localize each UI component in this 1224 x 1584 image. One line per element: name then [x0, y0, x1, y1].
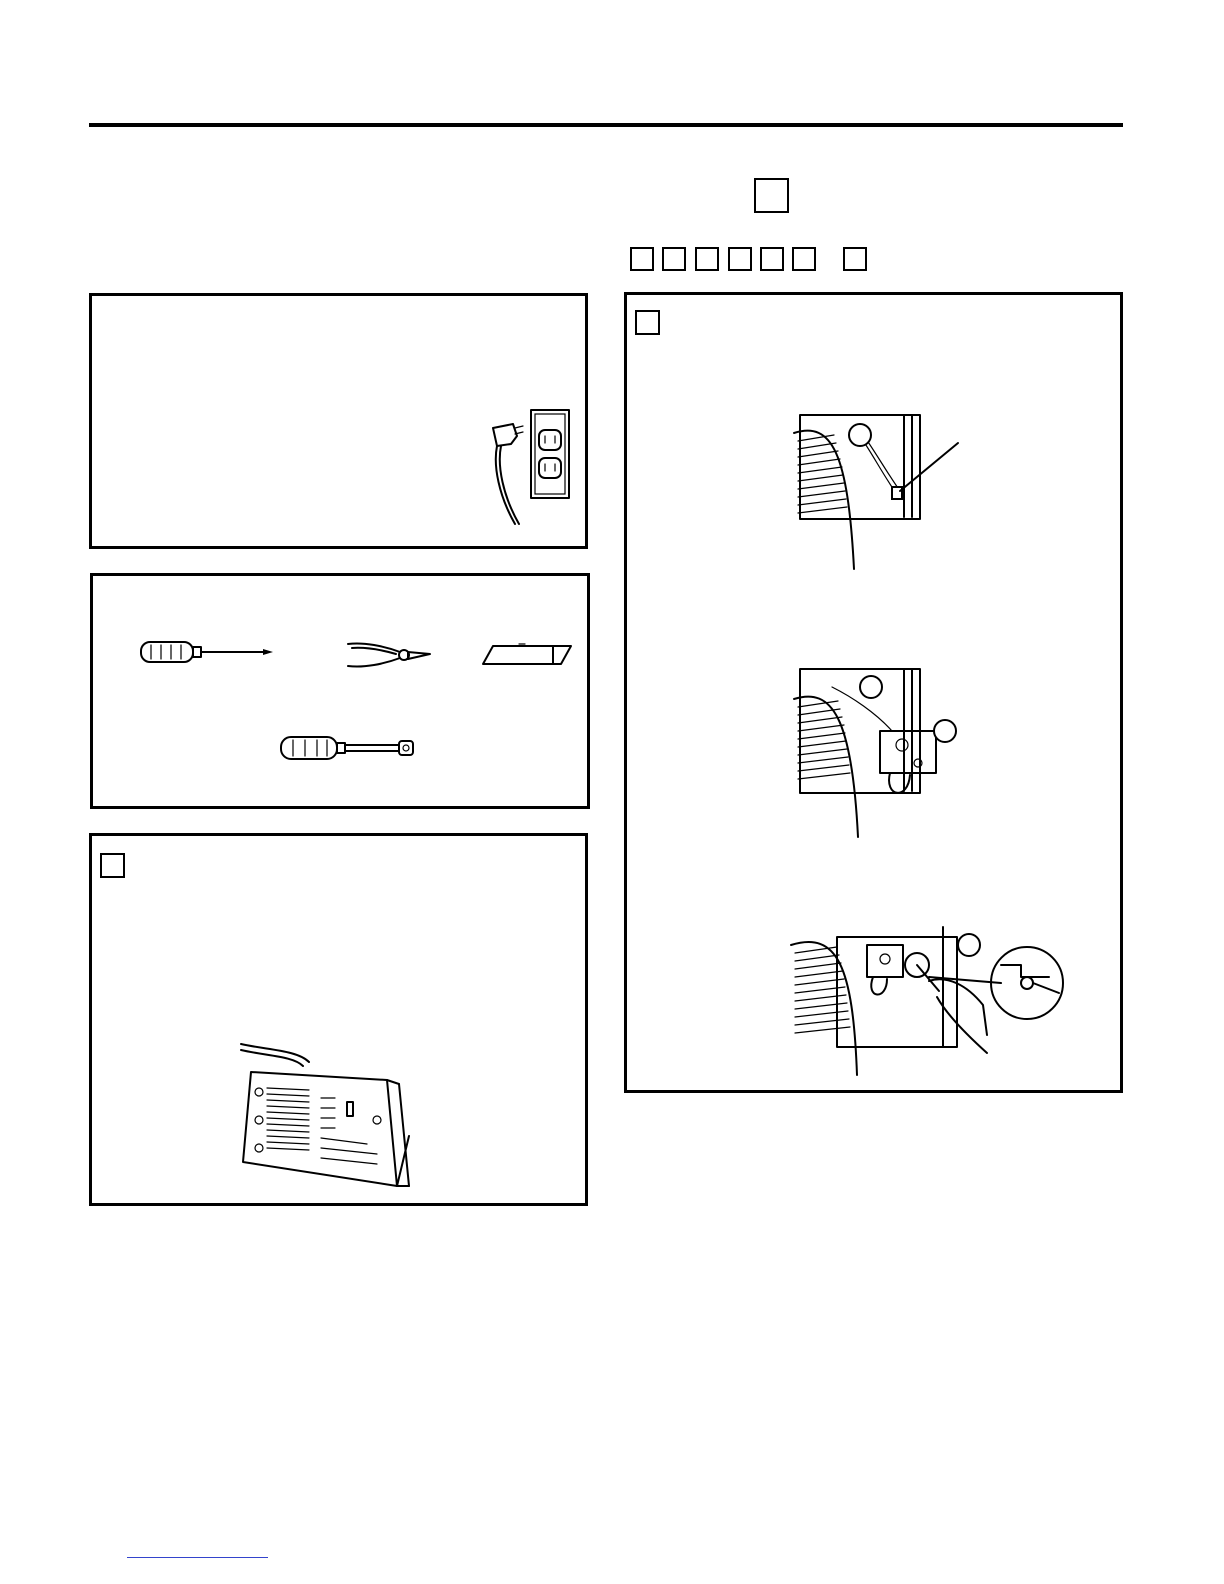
step-box: [792, 247, 816, 271]
phillips-screwdriver-icon: [139, 638, 279, 668]
step-checkbox: [635, 310, 660, 335]
step-box: [760, 247, 784, 271]
step-box: [728, 247, 752, 271]
power-plug-outlet-icon: [487, 406, 587, 531]
tools-panel: [90, 573, 590, 809]
footer-link[interactable]: [127, 1557, 268, 1558]
title-marker-box: [754, 178, 789, 213]
unit-back-panel-icon: [237, 1036, 437, 1196]
thermostat-bracket-icon: [792, 667, 992, 847]
nut-driver-icon: [279, 733, 419, 765]
header-rule: [89, 123, 1123, 127]
pliers-icon: [344, 638, 434, 672]
utility-knife-icon: [479, 640, 579, 670]
step-box: [843, 247, 867, 271]
step-box: [630, 247, 654, 271]
step-box: [695, 247, 719, 271]
ground-screw-removal-icon: [787, 925, 1087, 1105]
front-grille-wires-icon: [792, 413, 992, 573]
step-panel-left: [89, 833, 588, 1206]
step-box: [662, 247, 686, 271]
safety-panel: [89, 293, 588, 549]
step-panel-right: [624, 292, 1123, 1093]
step-checkbox: [100, 853, 125, 878]
